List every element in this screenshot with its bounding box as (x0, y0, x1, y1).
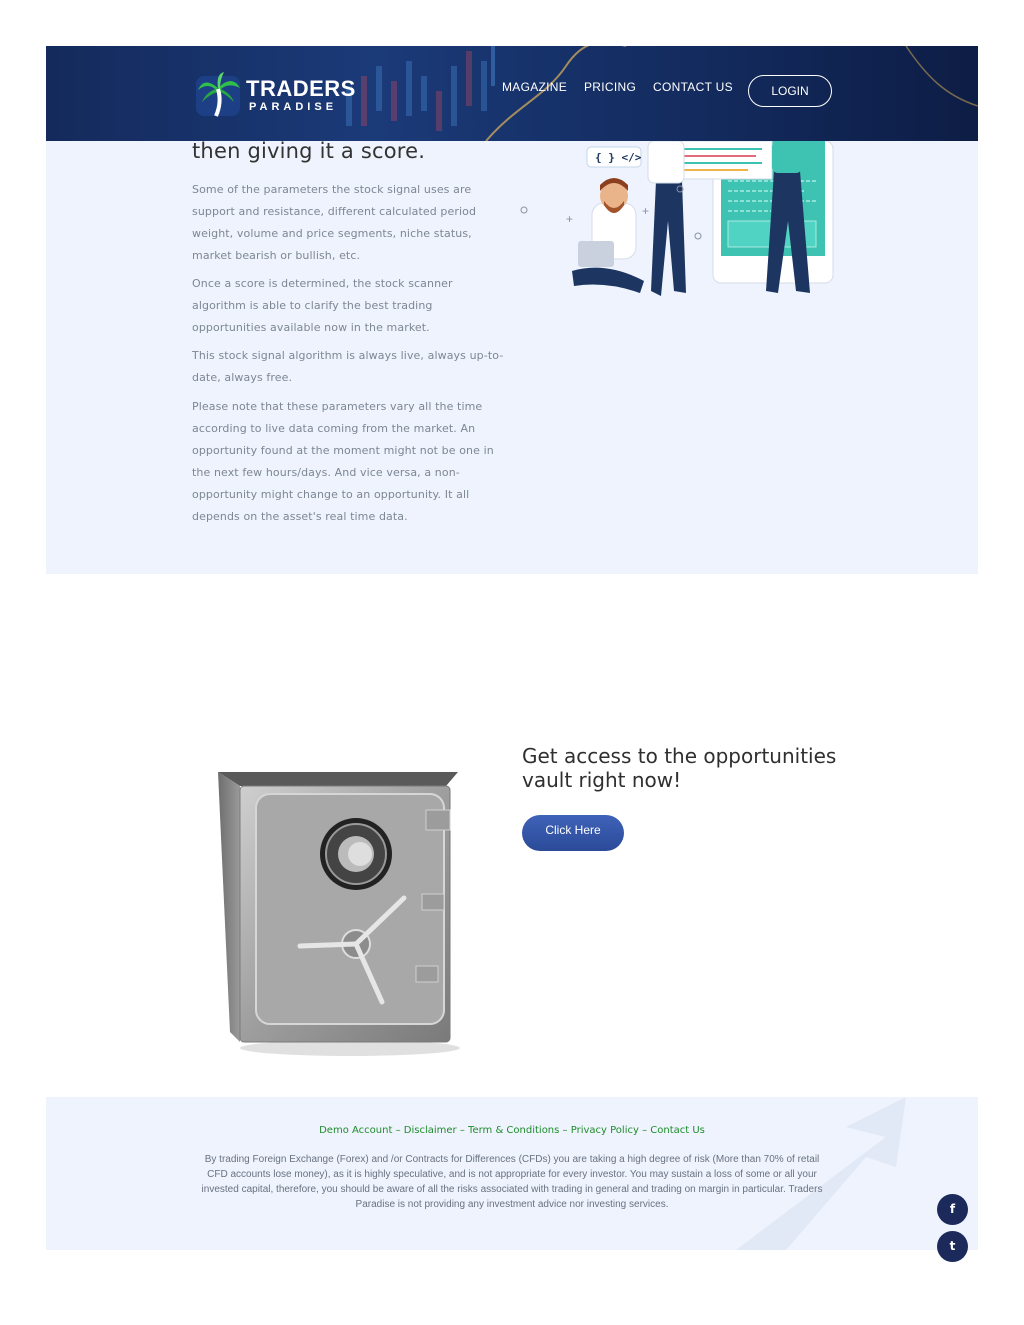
footer-separator: – (562, 1125, 568, 1136)
facebook-icon[interactable]: f (937, 1194, 968, 1225)
svg-text:+: + (566, 212, 574, 226)
twitter-icon[interactable]: t (937, 1231, 968, 1262)
footer-separator: – (642, 1125, 648, 1136)
risk-disclaimer: By trading Foreign Exchange (Forex) and /or Contracts for Differences (CFDs) you are taking a high degree of risk (More than 70% of retail CFD accounts lose money), as it is highly speculative, and is not appropriate for every investor. You may sustain a loss of some or all your invested capital, therefore, you should be aware of all the risks associated with trading in general and trading on margin in particular. Traders Paradise is not providing any investment advice nor investing services. (201, 1154, 823, 1210)
section-heading: then giving it a score. (192, 139, 426, 163)
vault-heading: Get access to the opportunities vault right now! (522, 744, 837, 792)
code-bubble-text: { } </> (595, 151, 642, 164)
footer-link-terms[interactable]: Term & Conditions (468, 1125, 560, 1136)
footer-links (46, 1125, 978, 1136)
footer-link-privacy-policy[interactable]: Privacy Policy (570, 1125, 639, 1136)
nav-pricing[interactable]: PRICING (584, 80, 637, 94)
footer-separator: – (459, 1125, 465, 1136)
brand-logo[interactable] (194, 68, 356, 120)
safe-vault-image (210, 766, 472, 1058)
footer-separator: – (395, 1125, 401, 1136)
nav-contact-us[interactable]: CONTACT US (653, 80, 733, 94)
intro-paragraph-2: Once a score is determined, the stock scanner algorithm is able to clarify the best trading opportunities available now in the market. (192, 277, 453, 334)
footer-link-disclaimer[interactable]: Disclaimer (403, 1125, 457, 1136)
svg-text:+: + (642, 204, 650, 218)
logo-wordmark-line2: PARADISE (249, 101, 338, 113)
site-header (46, 46, 978, 141)
algorithm-intro-section (46, 141, 978, 574)
intro-paragraph-3: This stock signal algorithm is always live, always up-to-date, always free. (192, 349, 504, 384)
palm-tree-icon (194, 68, 244, 120)
logo-wordmark-line1: TRADERS (246, 76, 356, 101)
footer-link-contact-us[interactable]: Contact Us (650, 1125, 705, 1136)
footer-link-demo-account[interactable]: Demo Account (319, 1125, 393, 1136)
nav-magazine[interactable]: MAGAZINE (502, 80, 568, 94)
developers-illustration (516, 141, 836, 306)
intro-paragraph-4: Please note that these parameters vary all the time according to live data coming from the market. An opportunity found at the moment might not be one in the next few hours/days. And vice versa, a non-opportunity might change to an opportunity. It all depends on the asset's real time data. (192, 400, 494, 523)
click-here-button[interactable]: Click Here (522, 815, 624, 851)
intro-paragraph-1: Some of the parameters the stock signal uses are support and resistance, different calculated period weight, volume and price segments, niche status, market bearish or bullish, etc. (192, 183, 477, 262)
site-footer (46, 1097, 978, 1250)
login-button[interactable]: LOGIN (748, 75, 832, 107)
